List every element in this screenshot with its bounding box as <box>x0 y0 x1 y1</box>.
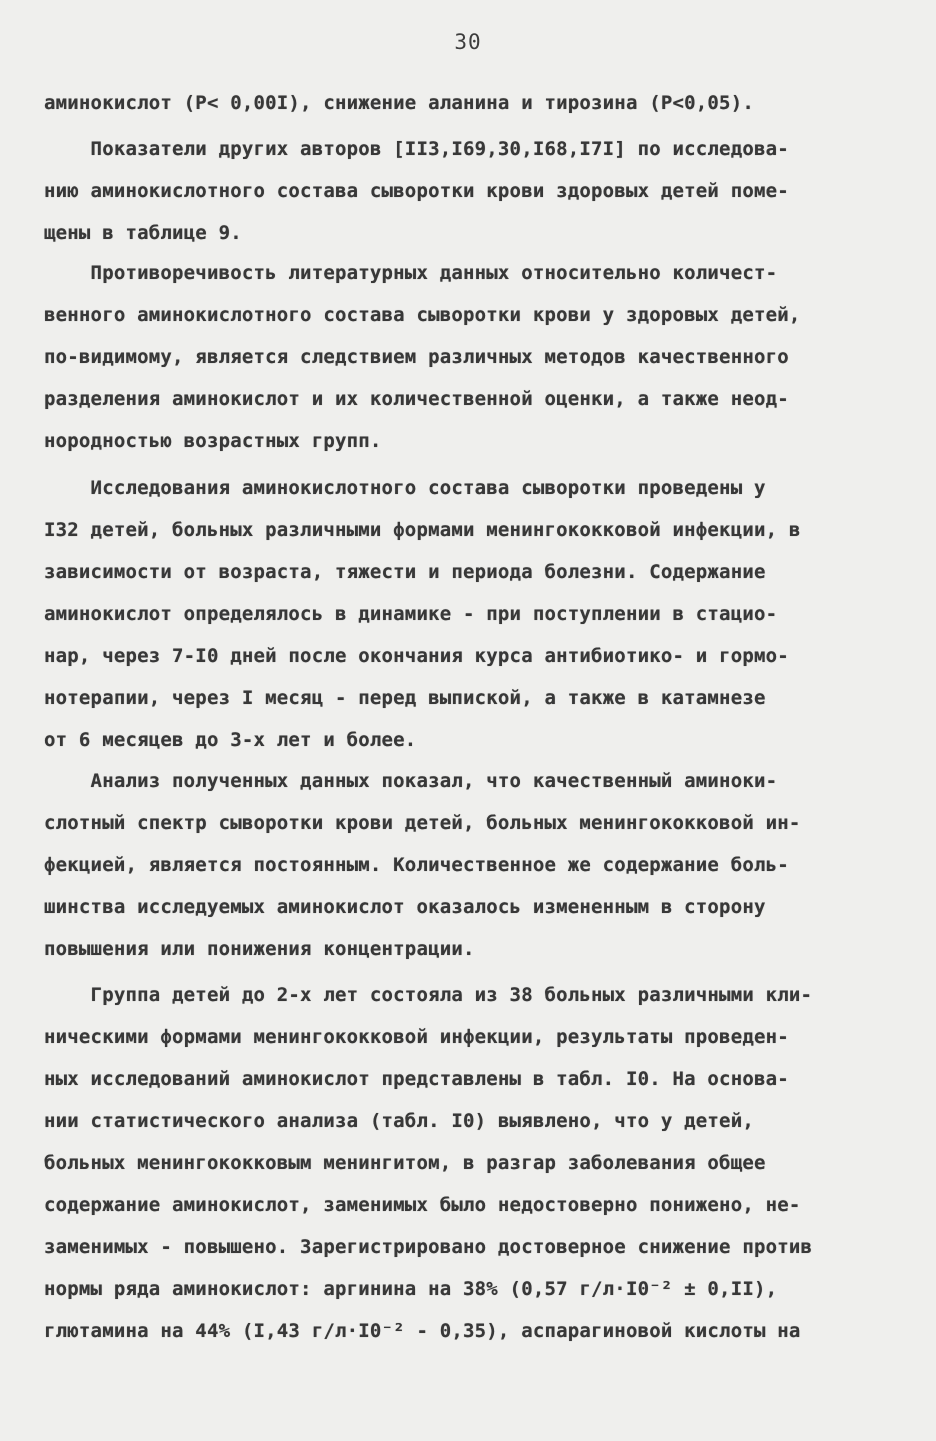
text-line: ническими формами менингококковой инфекции, результаты проведен- <box>44 1026 789 1048</box>
text-line: глютамина на 44% (I,43 г/л·I0⁻² - 0,35), аспарагиновой кислоты на <box>44 1320 801 1342</box>
text-line: аминокислот определялось в динамике - при поступлении в стацио- <box>44 603 778 625</box>
text-line: I32 детей, больных различными формами менингококковой инфекции, в <box>44 519 801 541</box>
text-line: Группа детей до 2-х лет состояла из 38 больных различными кли- <box>44 984 813 1006</box>
text-line: слотный спектр сыворотки крови детей, больных менингококковой ин- <box>44 812 801 834</box>
text-line: щены в таблице 9. <box>44 222 242 244</box>
text-line: зависимости от возраста, тяжести и периода болезни. Содержание <box>44 561 766 583</box>
text-line: нию аминокислотного состава сыворотки крови здоровых детей поме- <box>44 180 789 202</box>
paragraph-6 <box>44 974 894 1352</box>
paragraph-4 <box>44 467 894 761</box>
text-line: Исследования аминокислотного состава сыворотки проведены у <box>44 477 766 499</box>
text-line: нии статистического анализа (табл. I0) выявлено, что у детей, <box>44 1110 754 1132</box>
text-line: нородностью возрастных групп. <box>44 430 382 452</box>
text-line: Противоречивость литературных данных относительно количест- <box>44 262 778 284</box>
paragraph-1 <box>44 82 894 124</box>
text-line: от 6 месяцев до 3-х лет и более. <box>44 729 417 751</box>
text-line: нотерапии, через I месяц - перед выпиской, а также в катамнезе <box>44 687 766 709</box>
text-line: нар, через 7-I0 дней после окончания курса антибиотико- и гормо- <box>44 645 789 667</box>
text-line: нормы ряда аминокислот: аргинина на 38% (0,57 г/л·I0⁻² ± 0,II), <box>44 1278 778 1300</box>
text-line: Показатели других авторов [II3,I69,30,I68,I7I] по исследова- <box>44 138 789 160</box>
paragraph-5 <box>44 760 894 970</box>
paragraph-2 <box>44 128 894 254</box>
text-line: Анализ полученных данных показал, что качественный аминоки- <box>44 770 778 792</box>
text-line: венного аминокислотного состава сыворотки крови у здоровых детей, <box>44 304 801 326</box>
text-line: аминокислот (P< 0,00I), снижение аланина и тирозина (P<0,05). <box>44 92 754 114</box>
text-line: по-видимому, является следствием различных методов качественного <box>44 346 789 368</box>
text-line: ных исследований аминокислот представлены в табл. I0. На основа- <box>44 1068 789 1090</box>
text-line: шинства исследуемых аминокислот оказалось измененным в сторону <box>44 896 766 918</box>
paragraph-3 <box>44 252 894 462</box>
page-number: 30 <box>454 30 482 54</box>
text-line: заменимых - повышено. Зарегистрировано достоверное снижение против <box>44 1236 813 1258</box>
text-line: повышения или понижения концентрации. <box>44 938 475 960</box>
text-line: больных менингококковым менингитом, в разгар заболевания общее <box>44 1152 766 1174</box>
text-line: разделения аминокислот и их количественной оценки, а также неод- <box>44 388 789 410</box>
text-line: содержание аминокислот, заменимых было недостоверно понижено, не- <box>44 1194 801 1216</box>
text-line: фекцией, является постоянным. Количественное же содержание боль- <box>44 854 789 876</box>
